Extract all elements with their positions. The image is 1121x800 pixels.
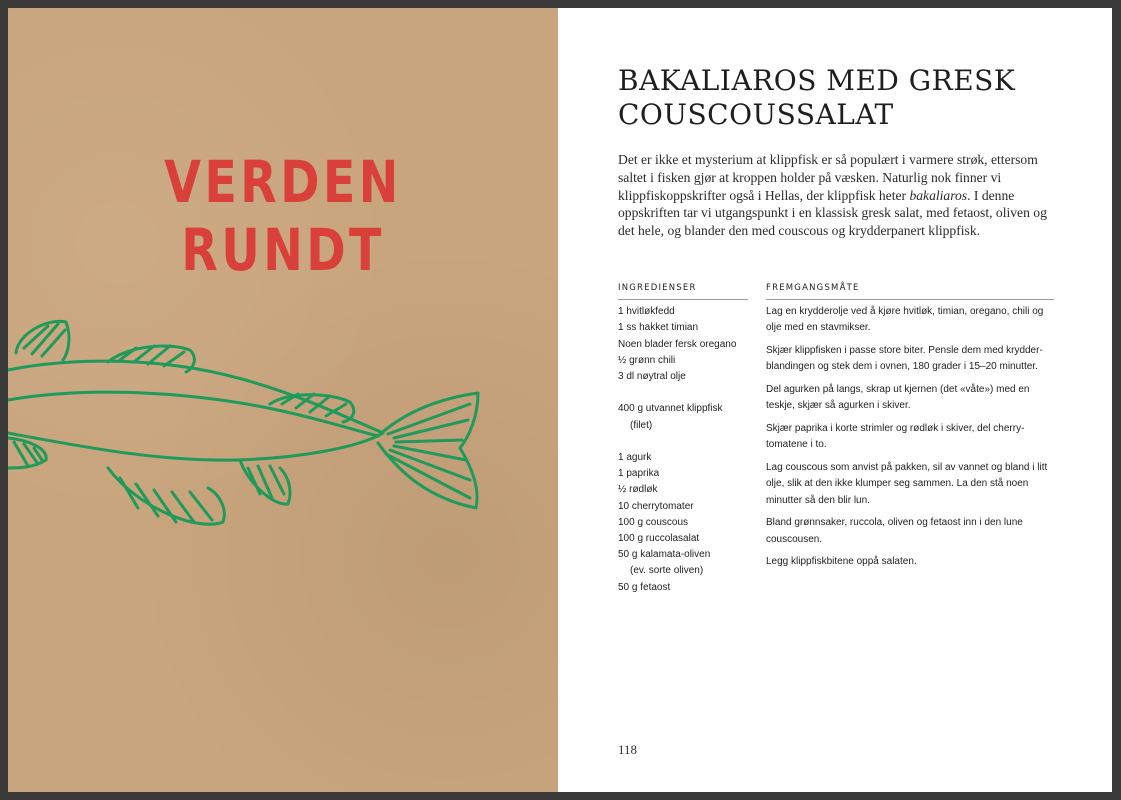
method-step: Legg klippfiskbitene oppå salaten.: [766, 556, 917, 568]
fish-illustration-icon: [8, 308, 558, 568]
method-step: Lag en krydderolje ved å kjøre hvitløk, timian, oregano, chili og olje med en stavmikser.: [766, 306, 1044, 334]
recipe-title: [618, 64, 1058, 132]
page-number: 118: [618, 742, 638, 757]
chapter-title-line-1: VERDEN: [164, 148, 402, 216]
ingredient-item: (ev. sorte oliven): [630, 565, 704, 577]
ingredient-item: (filet): [630, 419, 653, 431]
recipe-intro: [618, 151, 1056, 240]
chapter-title: [58, 148, 509, 284]
left-page: [8, 8, 558, 792]
ingredient-item: 50 g kalamata-oliven: [618, 549, 711, 561]
ingredient-item: 1 hvitløkfedd: [618, 306, 675, 318]
ingredient-item: 1 agurk: [618, 452, 652, 463]
method-step: Skjær klippfisken i passe store biter. Pensle dem med krydder-blandingen og stek dem i ovnen, 180 grader i 15–20 minutter.: [766, 345, 1043, 373]
ingredient-item: ½ rødløk: [618, 484, 658, 496]
ingredient-item: 100 g couscous: [618, 516, 689, 528]
intro-text-1: Det er ikke et mysterium at klippfisk er så populært i varmere strøk, ettersom saltet i fisken gjør at kroppen holder på væsken. Naturlig nok finner vi klippfiskoppskrifter også i Hellas, der klippfisk heter: [618, 152, 1038, 203]
ingredient-list: [618, 304, 748, 596]
method-step: Lag couscous som anvist på pakken, sil av vannet og bland i litt olje, slik at den ikke klumper seg sammen. La den stå noen minutter så den blir lun.: [766, 462, 1048, 506]
chapter-title-line-2: RUNDT: [181, 216, 385, 284]
book-spread: [8, 8, 1112, 792]
ingredients-heading: INGREDIENSER: [618, 280, 748, 300]
method-list: [766, 304, 1054, 570]
fish-lateral-line: [8, 392, 378, 436]
ingredient-item: Noen blader fersk oregano: [618, 338, 737, 350]
ingredient-spacer: [618, 434, 748, 450]
ingredient-item: 50 g fetaost: [618, 581, 671, 593]
ingredient-item: 100 g ruccolasalat: [618, 533, 700, 545]
method-step: Del agurken på langs, skrap ut kjernen (det «våte») med en teskje, skjær så agurken i skiver.: [766, 384, 1030, 412]
ingredient-item: 10 cherrytomater: [618, 500, 694, 512]
recipe-title-line-1: BAKALIAROS MED GRESK: [618, 64, 1016, 97]
right-page: [558, 8, 1112, 792]
method-step: Bland grønnsaker, ruccola, oliven og fetaost inn i den lune couscousen.: [766, 517, 1023, 545]
method-column: [766, 280, 1054, 577]
ingredient-item: ½ grønn chili: [618, 354, 676, 366]
ingredient-item: 400 g utvannet klippfisk: [618, 403, 723, 415]
ingredients-column: [618, 280, 748, 596]
ingredient-item: 1 ss hakket timian: [618, 322, 699, 334]
ingredient-item: 1 paprika: [618, 468, 660, 480]
ingredient-spacer: [618, 385, 748, 401]
intro-text-2: . I denne oppskriften tar vi utgangspunkt i en klassisk gresk salat, med fetaost, oliven og det hele, og blander den med couscous og krydderpanert klippfisk.: [618, 187, 1047, 239]
intro-italic: bakaliaros: [909, 187, 968, 203]
method-heading: FREMGANGSMÅTE: [766, 280, 1054, 300]
fish-body: [8, 361, 383, 460]
method-step: Skjær paprika i korte strimler og rødløk i skiver, del cherry-tomatene i to.: [766, 423, 1025, 451]
recipe-title-line-2: COUSCOUSSALAT: [618, 98, 894, 131]
ingredient-item: 3 dl nøytral olje: [618, 371, 686, 383]
